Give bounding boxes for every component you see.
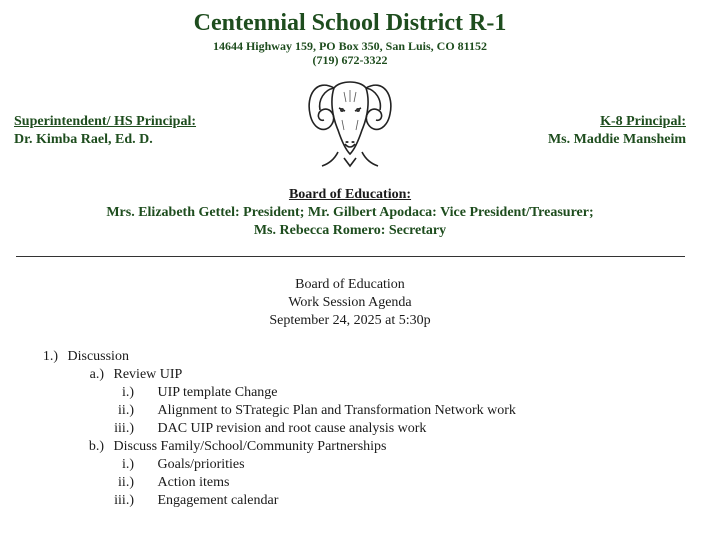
- item-text: Discuss Family/School/Community Partnerships: [113, 439, 387, 454]
- district-name: Centennial School District R-1: [193, 10, 507, 36]
- item-marker: i.): [121, 385, 134, 400]
- list-item: [38, 349, 129, 365]
- list-item: [104, 457, 245, 473]
- divider: [16, 256, 685, 257]
- agenda-title: Board of Education: [295, 277, 405, 292]
- item-marker: b.): [88, 439, 104, 454]
- board-members-line2: Ms. Rebecca Romero: Secretary: [253, 223, 447, 238]
- list-item: [104, 475, 229, 491]
- agenda-date: September 24, 2025 at 5:30p: [269, 313, 431, 328]
- item-marker: ii.): [118, 475, 134, 490]
- board-members-line1: Mrs. Elizabeth Gettel: President; Mr. Gilbert Apodaca: Vice President/Treasurer;: [106, 205, 594, 220]
- agenda-subtitle: Work Session Agenda: [288, 295, 412, 310]
- k8-principal-title: K-8 Principal:: [600, 114, 686, 129]
- superintendent-title: Superintendent/ HS Principal:: [14, 114, 197, 129]
- item-marker: iii.): [114, 493, 134, 508]
- list-item: [104, 403, 516, 419]
- item-text: UIP template Change: [157, 385, 278, 400]
- item-marker: 1.): [42, 349, 58, 364]
- item-text: Action items: [157, 475, 230, 490]
- item-text: Engagement calendar: [157, 493, 279, 508]
- item-text: Alignment to STrategic Plan and Transformation Network work: [157, 403, 516, 418]
- item-text: Goals/priorities: [157, 457, 245, 472]
- item-text: Review UIP: [113, 367, 183, 382]
- list-item: [84, 367, 182, 383]
- item-marker: a.): [89, 367, 104, 382]
- item-text: DAC UIP revision and root cause analysis work: [157, 421, 427, 436]
- district-phone: (719) 672-3322: [312, 53, 388, 67]
- superintendent-name: Dr. Kimba Rael, Ed. D.: [14, 132, 153, 147]
- list-item: [104, 493, 278, 509]
- k8-principal-name: Ms. Maddie Mansheim: [547, 132, 686, 147]
- list-item: [104, 385, 278, 401]
- board-heading: Board of Education:: [288, 187, 412, 202]
- list-item: [104, 421, 426, 437]
- item-text: Discussion: [67, 349, 129, 364]
- item-marker: ii.): [118, 403, 134, 418]
- item-marker: iii.): [114, 421, 134, 436]
- item-marker: i.): [121, 457, 134, 472]
- district-address: 14644 Highway 159, PO Box 350, San Luis, CO 81152: [212, 39, 488, 53]
- list-item: [84, 439, 387, 455]
- ram-mascot-logo: [304, 70, 396, 168]
